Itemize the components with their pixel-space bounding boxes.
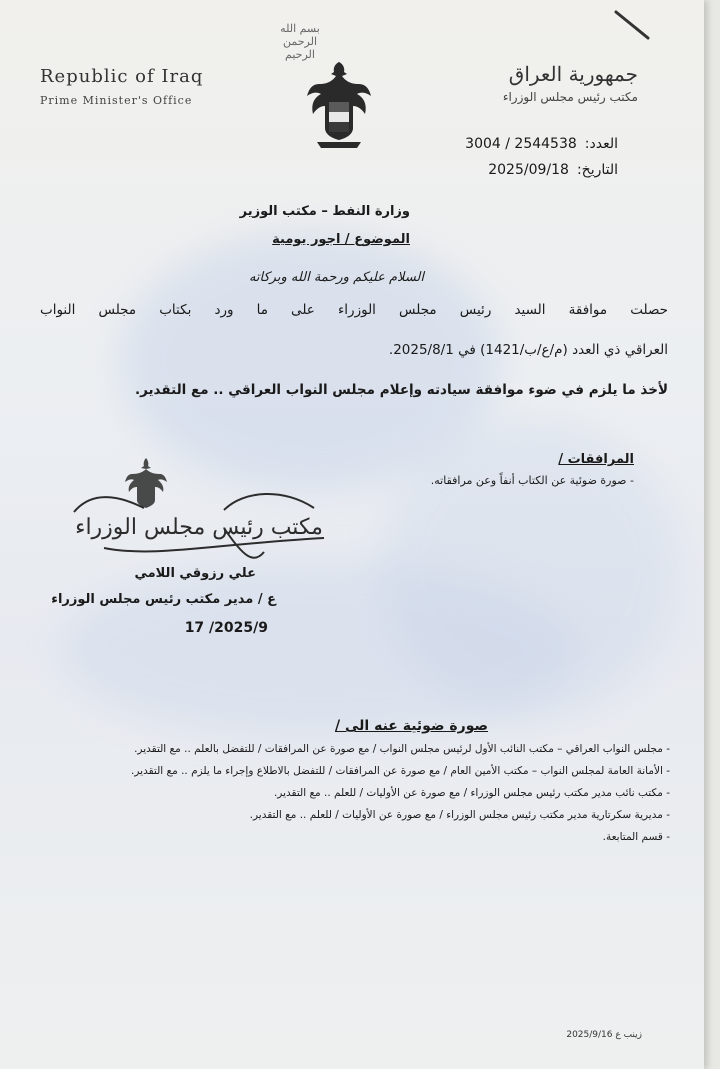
reference-number-value: 3004 / 2544538	[465, 136, 577, 152]
reference-number-label: العدد:	[584, 136, 618, 152]
seal-text: مكتب رئيس مجلس الوزراء	[75, 515, 323, 540]
copies-list	[131, 738, 670, 848]
en-title: Republic of Iraq	[40, 66, 204, 87]
copies-heading: صورة ضوئية عنه الى /	[335, 718, 488, 734]
en-subtitle: Prime Minister's Office	[40, 94, 193, 107]
iraq-eagle-emblem-icon	[303, 58, 375, 150]
reference-date	[488, 162, 618, 178]
reference-number	[465, 136, 618, 152]
attachment-item: - صورة ضوئية عن الكتاب أنفاً وعن مرافقاته.	[430, 474, 634, 487]
list-item: - الأمانة العامة لمجلس النواب – مكتب الأمين العام / مع صورة عن المرافقات / للتفضل بالاطلاع وإجراء ما يلزم .. مع التقدير.	[131, 760, 670, 782]
ar-title: جمهورية العراق	[508, 62, 638, 86]
list-item: - قسم المتابعة.	[131, 826, 670, 848]
list-item: - مكتب نائب مدير مكتب رئيس مجلس الوزراء / مع صورة عن الأوليات / للعلم .. مع التقدير.	[131, 782, 670, 804]
greeting: السلام عليكم ورحمة الله وبركاته	[248, 270, 424, 285]
subject-line: الموضوع / اجور يومية	[272, 232, 410, 247]
footer-note: زينب ع 2025/9/16	[566, 1030, 642, 1040]
list-item: - مديرية سكرتارية مدير مكتب رئيس مجلس الوزراء / مع صورة عن الأوليات / للعلم .. مع التقدير.	[131, 804, 670, 826]
signatory-title: ع / مدير مكتب رئيس مجلس الوزراء	[51, 592, 276, 607]
ar-subtitle: مكتب رئيس مجلس الوزراء	[502, 90, 638, 104]
basmala: بسم الله الرحمن الرحيم	[280, 22, 320, 61]
reference-date-label: التاريخ:	[576, 162, 618, 178]
list-item: - مجلس النواب العراقي – مكتب النائب الأول لرئيس مجلس النواب / مع صورة عن المرافقات / للتفضل بالعلم .. مع التقدير.	[131, 738, 670, 760]
body-line-1: حصلت موافقة السيد رئيس مجلس الوزراء على ما ورد بكتاب مجلس النواب	[40, 302, 668, 318]
body-line-3: لأخذ ما يلزم في ضوء موافقة سيادته وإعلام مجلس النواب العراقي .. مع التقدير.	[134, 382, 668, 398]
body-line-2: العراقي ذي العدد (م/ع/ب/1421) في 2025/8/1.	[388, 342, 668, 358]
signature-date: 2025/9/ 17	[184, 620, 268, 636]
attachments-heading: المرافقات /	[558, 452, 634, 467]
office-seal-signature	[64, 448, 334, 568]
addressee: وزارة النفط – مكتب الوزير	[239, 204, 410, 219]
reference-date-value: 2025/09/18	[488, 162, 569, 178]
pen-mark	[612, 8, 652, 44]
signatory-name: علي رزوقي اللامي	[134, 566, 256, 581]
